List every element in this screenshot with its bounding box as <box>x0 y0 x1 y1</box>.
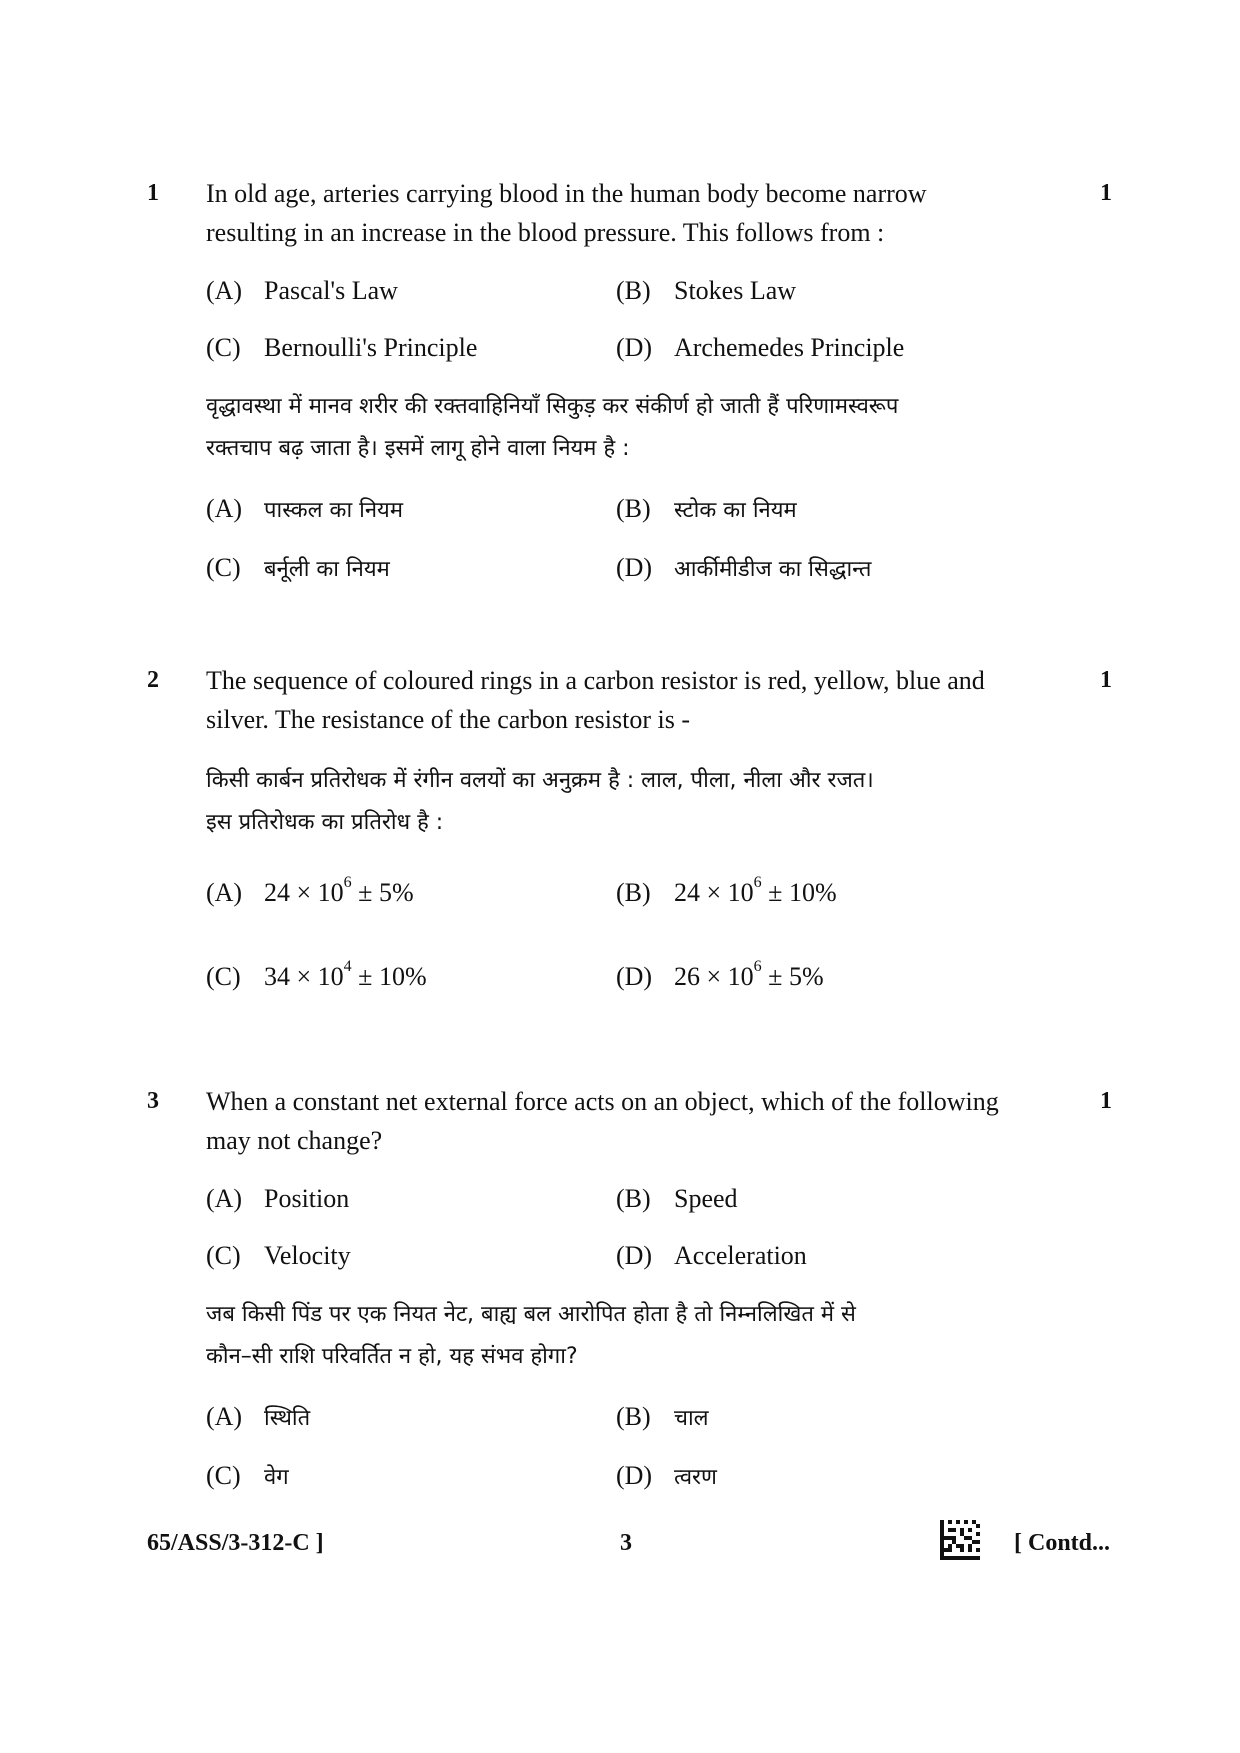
option-c-hindi <box>206 553 390 583</box>
option-text: त्वरण <box>674 1465 717 1490</box>
contd-label: [ Contd... <box>1014 1530 1111 1556</box>
question-text-line: silver. The resistance of the carbon resistor is - <box>206 705 690 734</box>
option-d <box>616 333 904 363</box>
option-text: Position <box>264 1184 350 1213</box>
option-label: (C) <box>206 962 241 991</box>
option-text: आर्कीमीडीज का सिद्धान्त <box>674 557 872 582</box>
datamatrix-icon <box>940 1520 980 1560</box>
option-d-hindi <box>616 1461 717 1491</box>
option-label: (C) <box>206 333 241 362</box>
option-label: (A) <box>206 494 243 523</box>
option-tolerance: ± 10% <box>761 878 837 907</box>
option-label: (B) <box>616 878 651 907</box>
option-c <box>206 1241 351 1271</box>
option-c-hindi <box>206 1461 289 1491</box>
option-exponent: 4 <box>343 958 352 975</box>
option-label: (D) <box>616 1241 653 1270</box>
option-label: (D) <box>616 962 653 991</box>
option-text: Pascal's Law <box>264 276 398 305</box>
option-label: (C) <box>206 1241 241 1270</box>
option-label: (C) <box>206 553 241 582</box>
option-label: (A) <box>206 1184 243 1213</box>
question-number: 3 <box>147 1088 159 1114</box>
option-text: वेग <box>264 1465 289 1490</box>
question-marks: 1 <box>1100 667 1112 693</box>
question-marks: 1 <box>1100 1088 1112 1114</box>
option-d <box>616 958 824 992</box>
question-text-hindi-line: कौन–सी राशि परिवर्तित न हो, यह संभव होगा? <box>206 1344 578 1369</box>
question-text-line: When a constant net external force acts on an object, which of the following <box>206 1087 999 1116</box>
option-label: (A) <box>206 1402 243 1431</box>
question-text-line: In old age, arteries carrying blood in the human body become narrow <box>206 179 927 208</box>
question-text-hindi-line: जब किसी पिंड पर एक नियत नेट, बाह्य बल आरोपित होता है तो निम्नलिखित में से <box>206 1302 856 1327</box>
option-c <box>206 333 477 363</box>
option-c <box>206 958 427 992</box>
option-exponent: 6 <box>753 874 762 891</box>
option-text: Acceleration <box>674 1241 807 1270</box>
option-base: 24 × 10 <box>264 878 344 907</box>
option-label: (C) <box>206 1461 241 1490</box>
option-text: बर्नूली का नियम <box>264 557 390 582</box>
question-text-line: resulting in an increase in the blood pressure. This follows from : <box>206 218 885 247</box>
option-text: चाल <box>674 1406 709 1431</box>
option-text: Archemedes Principle <box>674 333 905 362</box>
option-a <box>206 874 414 908</box>
option-d <box>616 1241 807 1271</box>
option-a <box>206 1184 349 1214</box>
paper-code: 65/ASS/3-312-C ] <box>147 1530 324 1556</box>
option-b <box>616 874 837 908</box>
question-text-hindi-line: वृद्धावस्था में मानव शरीर की रक्तवाहिनियाँ सिकुड़ कर संकीर्ण हो जाती हैं परिणामस्वरूप <box>206 394 899 419</box>
option-exponent: 6 <box>343 874 352 891</box>
option-tolerance: ± 5% <box>761 962 824 991</box>
page-number: 3 <box>620 1530 632 1556</box>
option-b <box>616 276 796 306</box>
option-label: (D) <box>616 333 653 362</box>
option-label: (A) <box>206 878 243 907</box>
option-label: (B) <box>616 1184 651 1213</box>
option-b <box>616 1184 738 1214</box>
option-b-hindi <box>616 494 797 524</box>
option-base: 24 × 10 <box>674 878 754 907</box>
option-text: स्टोक का नियम <box>674 498 797 523</box>
option-text: Velocity <box>264 1241 351 1270</box>
option-label: (B) <box>616 1402 651 1431</box>
question-number: 1 <box>147 180 159 206</box>
option-b-hindi <box>616 1402 709 1432</box>
option-exponent: 6 <box>753 958 762 975</box>
option-base: 34 × 10 <box>264 962 344 991</box>
option-label: (D) <box>616 553 653 582</box>
question-text-hindi-line: रक्तचाप बढ़ जाता है। इसमें लागू होने वाला नियम है : <box>206 436 630 461</box>
question-text-line: may not change? <box>206 1126 383 1155</box>
option-base: 26 × 10 <box>674 962 754 991</box>
option-tolerance: ± 5% <box>351 878 414 907</box>
option-label: (D) <box>616 1461 653 1490</box>
option-text: Stokes Law <box>674 276 797 305</box>
option-label: (B) <box>616 494 651 523</box>
option-a-hindi <box>206 1402 310 1432</box>
option-text: Speed <box>674 1184 738 1213</box>
question-marks: 1 <box>1100 180 1112 206</box>
question-number: 2 <box>147 667 159 693</box>
option-text: Bernoulli's Principle <box>264 333 478 362</box>
question-text-hindi-line: किसी कार्बन प्रतिरोधक में रंगीन वलयों का अनुक्रम है : लाल, पीला, नीला और रजत। <box>206 768 874 793</box>
question-text-line: The sequence of coloured rings in a carbon resistor is red, yellow, blue and <box>206 666 985 695</box>
question-text-hindi-line: इस प्रतिरोधक का प्रतिरोध है : <box>206 810 444 835</box>
option-tolerance: ± 10% <box>351 962 427 991</box>
option-a-hindi <box>206 494 403 524</box>
option-label: (B) <box>616 276 651 305</box>
option-a <box>206 276 398 306</box>
option-text: पास्कल का नियम <box>264 498 403 523</box>
option-text: स्थिति <box>264 1406 311 1431</box>
option-label: (A) <box>206 276 243 305</box>
option-d-hindi <box>616 553 871 583</box>
